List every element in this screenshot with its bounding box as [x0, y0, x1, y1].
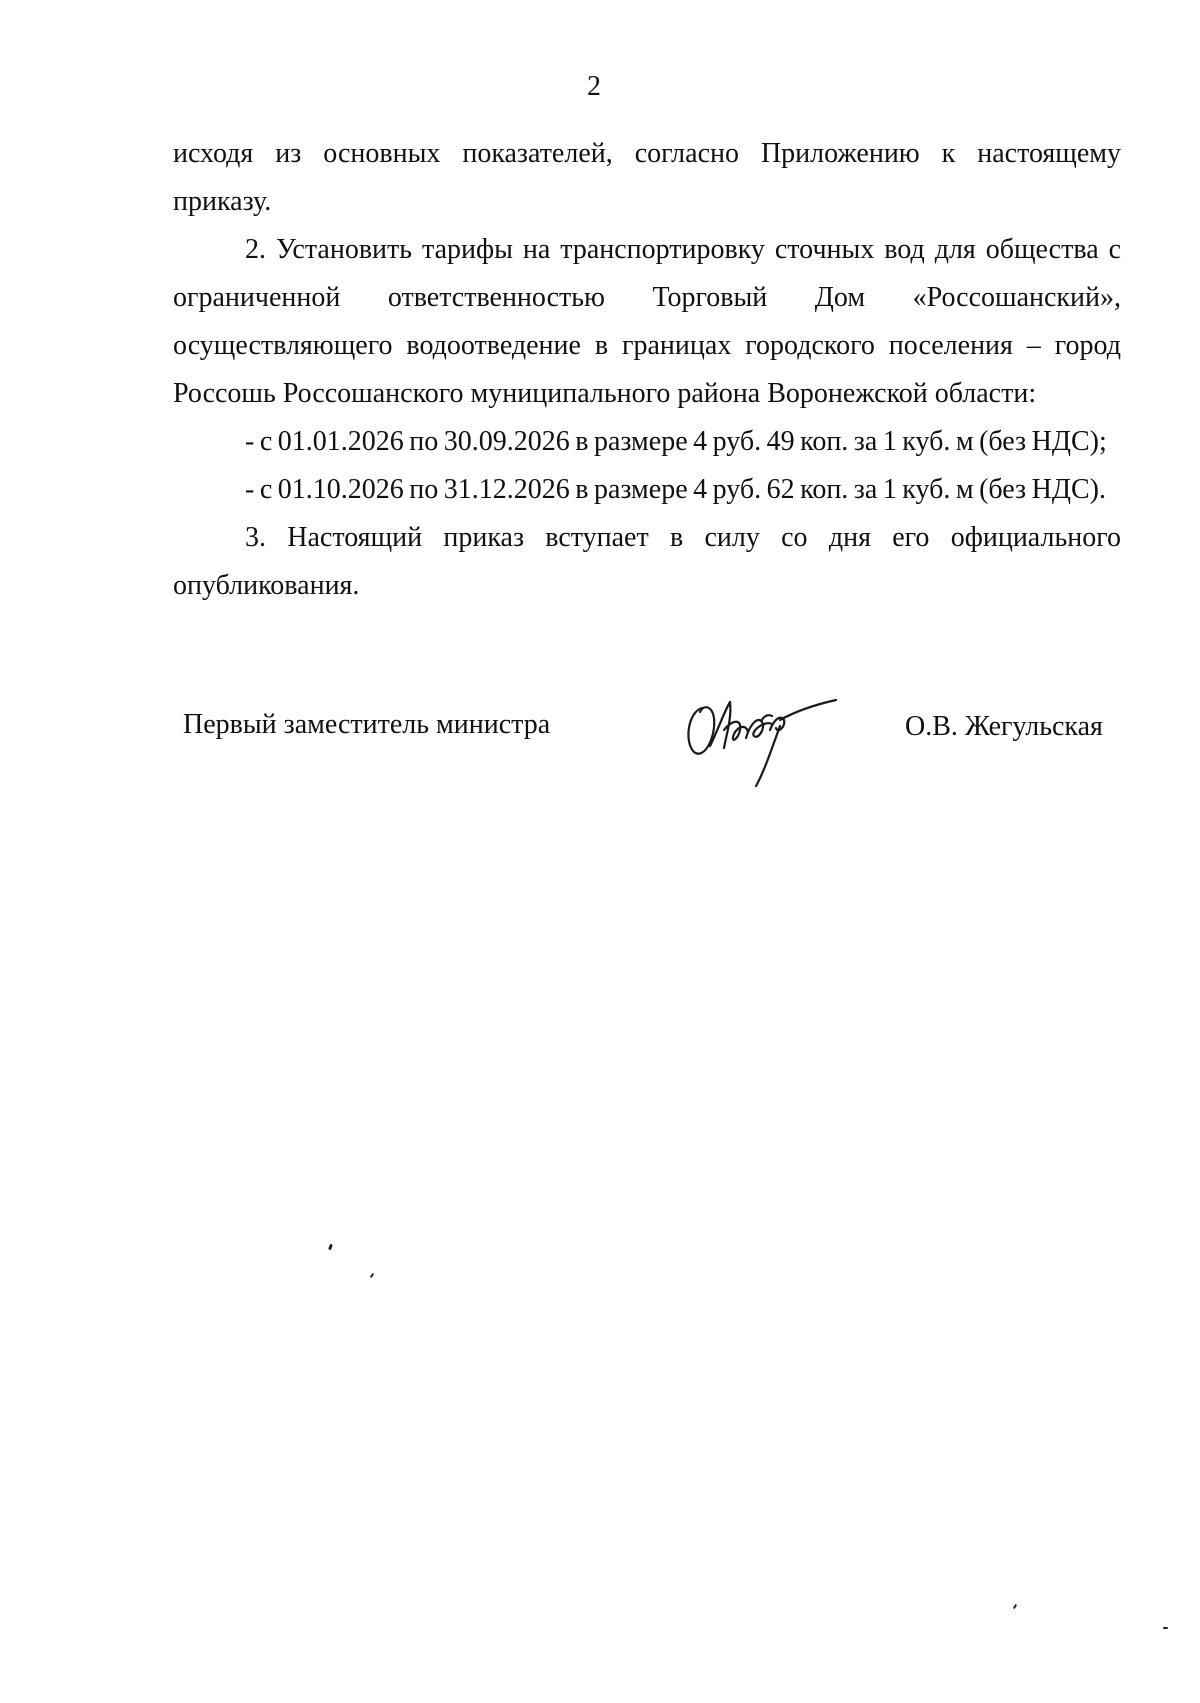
handwritten-signature — [680, 690, 840, 790]
document-body — [173, 130, 1121, 610]
tariff-line-1: - с 01.01.2026 по 30.09.2026 в размере 4 руб. 49 коп. за 1 куб. м (без НДС); — [245, 426, 1107, 457]
paragraph-item-3: 3. Настоящий приказ вступает в силу со дня его официального опубликования. — [173, 522, 1121, 601]
signatory-position: Первый заместитель министра — [183, 709, 551, 740]
signatory-name: О.В. Жегульская — [905, 711, 1103, 742]
scan-speck — [370, 1273, 375, 1278]
scan-speck — [328, 1244, 333, 1251]
scan-speck — [1163, 1627, 1168, 1629]
paragraph-item-2: 2. Установить тарифы на транспортировку сточных вод для общества с ограниченной ответственностью Торговый Дом «Россошанский», осуществляющего водоотведение в границах городского поселения – город Россошь Россошанского муниципального района Воронежской области: — [173, 234, 1121, 409]
scan-speck — [1013, 1604, 1017, 1609]
signature-block — [0, 690, 1200, 790]
tariff-line-2: - с 01.10.2026 по 31.12.2026 в размере 4 руб. 62 коп. за 1 куб. м (без НДС). — [245, 474, 1106, 505]
page-number: 2 — [587, 71, 601, 102]
paragraph-continuation: исходя из основных показателей, согласно Приложению к настоящему приказу. — [173, 138, 1121, 217]
